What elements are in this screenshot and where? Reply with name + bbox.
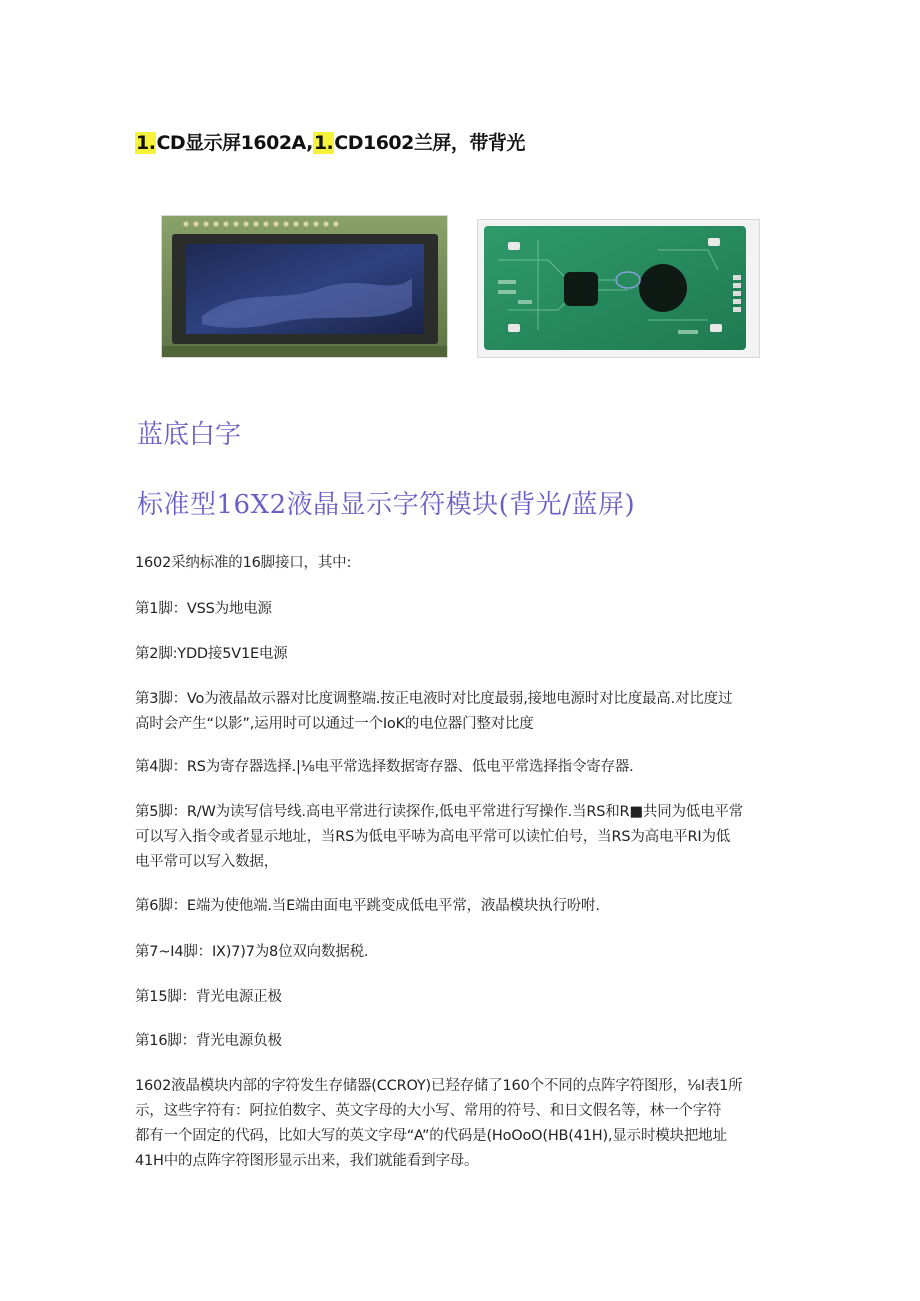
paragraph-line: 1602采纳标准的16脚接口，其中: [135, 555, 352, 571]
title-text-1: CD显示屏1602A, [156, 132, 313, 154]
paragraph-line: 第3脚：Vo为液晶故示器对比度调整端.按正电液时对比度最弱,接地电源时对比度最高.对比度过 [135, 691, 733, 707]
title-highlight-1: 1. [136, 132, 156, 154]
paragraph-line: 1602液晶模块内部的字符发生存储器(CCROY)已羟存储了160个不同的点阵字符图形，⅛I表1所 [135, 1078, 743, 1094]
paragraph-pin16 [135, 1029, 785, 1054]
heading-module-type: 标准型16X2液晶显示字符模块(背光/蓝屏) [137, 490, 636, 520]
paragraph-pin3 [135, 687, 785, 737]
paragraph-line: 第5脚：R/W为读写信号线.高电平常进行读探作,低电平常进行写操作.当RS和R■共同为低电平常 [135, 804, 744, 820]
paragraph-line: 可以写入指令或者显示地址，当RS为低电平哧为高电平常可以读忙伯号，当RS为高电平RI为低 [135, 829, 731, 845]
paragraph-pin4 [135, 755, 785, 780]
paragraph-line: 第16脚：背光电源负极 [135, 1033, 282, 1049]
paragraph-line: 都有一个固定的代码，比如大写的英文字母“A”的代码是(HoOoO(HB(41H),显示时模块把地址 [135, 1128, 727, 1144]
paragraph-line: 第15脚：背光电源正极 [135, 989, 282, 1005]
paragraph-line: 第1脚：VSS为地电源 [135, 601, 272, 617]
paragraph-pin15 [135, 985, 785, 1010]
lcd-front-photo [161, 215, 448, 358]
paragraph-line: 第4脚：RS为寄存器选择.|⅛电平常选择数据寄存器、低电平常选择指令寄存器. [135, 759, 634, 775]
title-highlight-2: 1. [313, 132, 334, 154]
paragraph-cgrom [135, 1074, 785, 1174]
paragraph-line: 电平常可以写入数据， [135, 854, 278, 870]
paragraph-line: 示，这些字符有：阿拉伯数字、英文字母的大小写、常用的符号、和日文假名等，林一个字符 [135, 1103, 722, 1119]
heading-color-scheme: 蓝底白字 [137, 420, 242, 450]
lcd-front-image [162, 216, 447, 357]
document-title [135, 128, 525, 155]
lcd-back-image [478, 220, 759, 357]
paragraph-pin6 [135, 894, 785, 919]
paragraph-line: 第6脚：E端为使他端.当E端由面电平跳变成低电平常，液晶模块执行吩咐. [135, 898, 600, 914]
paragraph-line: 高时会产生“以影”,运用时可以通过一个IoK的电位器门整对比度 [135, 716, 534, 732]
title-text-2: CD1602兰屏，带背光 [334, 132, 525, 154]
paragraph-line: 第2脚:YDD接5V1E电源 [135, 646, 288, 662]
paragraph-line: 41H中的点阵字符图形显示出来，我们就能看到字母。 [135, 1153, 479, 1169]
paragraph-intro [135, 551, 785, 576]
paragraph-pin5 [135, 800, 785, 875]
paragraph-line: 第7~I4脚：IX)7)7为8位双向数据税. [135, 944, 369, 960]
paragraph-pin7-14 [135, 940, 785, 965]
paragraph-pin2 [135, 642, 785, 667]
lcd-back-photo [477, 219, 760, 358]
paragraph-pin1 [135, 597, 785, 622]
